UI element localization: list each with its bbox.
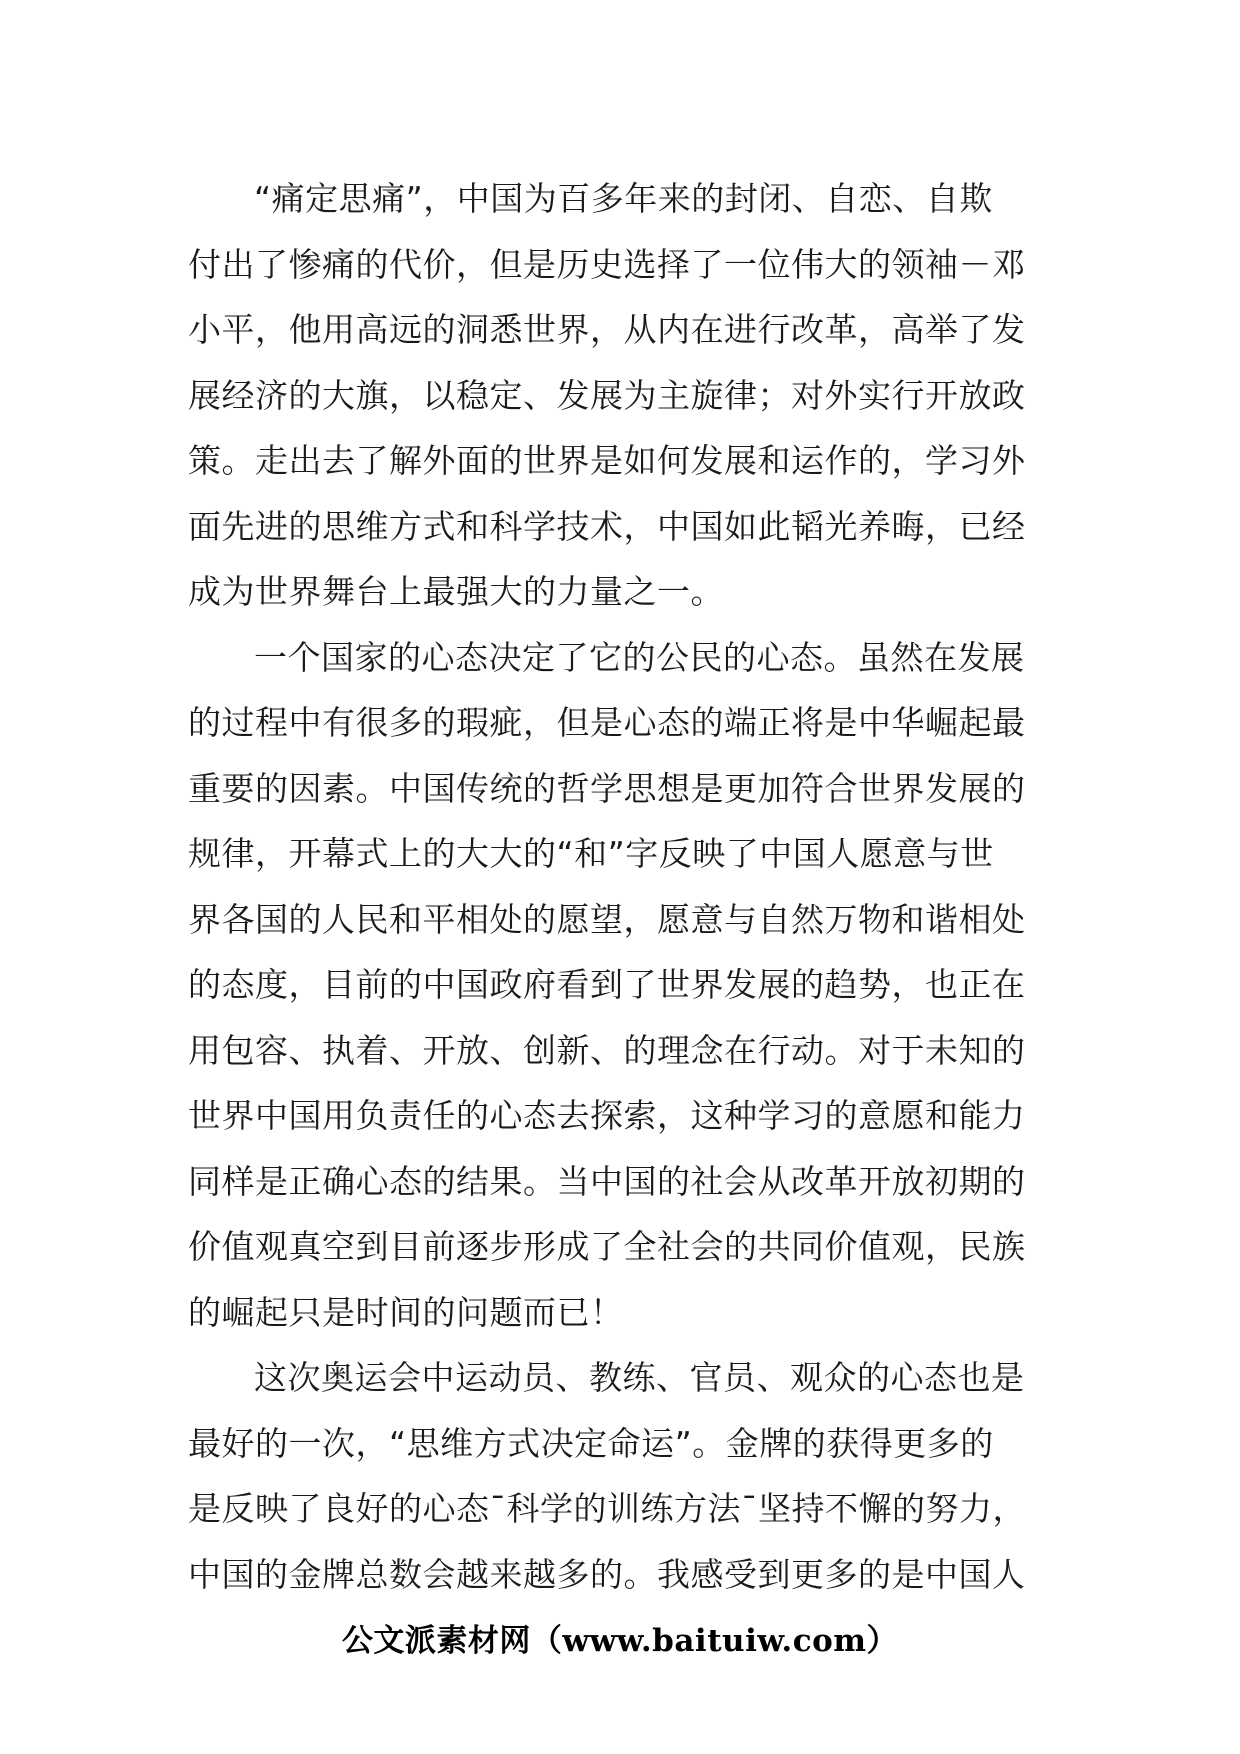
- paragraph-2: [188, 625, 1058, 1346]
- paragraph-line: 付出了惨痛的代价，但是历史选择了一位伟大的领袖－邓: [188, 244, 1026, 284]
- paragraph-line: 展经济的大旗，以稳定、发展为主旋律；对外实行开放政: [188, 375, 1026, 415]
- page-footer: 公文派素材网（www.baituiw.com）: [341, 1623, 899, 1659]
- paragraph-line: 一个国家的心态决定了它的公民的心态。虽然在发展: [254, 637, 1025, 677]
- paragraph-3: [188, 1345, 1058, 1607]
- paragraph-line: 的过程中有很多的瑕疵，但是心态的端正将是中华崛起最: [188, 703, 1026, 742]
- paragraph-1: [188, 166, 1058, 625]
- paragraph-line: 策。走出去了解外面的世界是如何发展和运作的，学习外: [188, 441, 1026, 480]
- paragraph-line: 小平，他用高远的洞悉世界，从内在进行改革，高举了发: [188, 310, 1026, 349]
- document-body: [188, 166, 1058, 1607]
- paragraph-line: 成为世界舞台上最强大的力量之一。: [188, 572, 724, 611]
- paragraph-line: 中国的金牌总数会越来越多的。我感受到更多的是中国人: [188, 1554, 1026, 1594]
- paragraph-line: “痛定思痛”，中国为百多年来的封闭、自恋、自欺: [254, 179, 993, 218]
- paragraph-line: 的态度，目前的中国政府看到了世界发展的趋势，也正在: [188, 965, 1026, 1004]
- paragraph-line: 最好的一次，“思维方式决定命运”。金牌的获得更多的: [188, 1423, 994, 1463]
- paragraph-line: 规律，开幕式上的大大的“和”字反映了中国人愿意与世: [188, 834, 994, 873]
- paragraph-line: 这次奥运会中运动员、教练、官员、观众的心态也是: [254, 1358, 1025, 1397]
- paragraph-line: 的崛起只是时间的问题而已！: [188, 1292, 624, 1332]
- paragraph-line: 重要的因素。中国传统的哲学思想是更加符合世界发展的: [188, 768, 1026, 808]
- paragraph-line: 界各国的人民和平相处的愿望，愿意与自然万物和谐相处: [188, 899, 1026, 939]
- paragraph-line: 价值观真空到目前逐步形成了全社会的共同价值观，民族: [188, 1227, 1026, 1266]
- paragraph-line: 世界中国用负责任的心态去探索，这种学习的意愿和能力: [188, 1096, 1026, 1135]
- paragraph-line: 同样是正确心态的结果。当中国的社会从改革开放初期的: [188, 1161, 1026, 1201]
- paragraph-line: 面先进的思维方式和科学技术，中国如此韬光养晦，已经: [188, 506, 1026, 546]
- paragraph-line: 是反映了良好的心态¯科学的训练方法¯坚持不懈的努力，: [188, 1489, 1026, 1528]
- paragraph-line: 用包容、执着、开放、创新、的理念在行动。对于未知的: [188, 1030, 1026, 1070]
